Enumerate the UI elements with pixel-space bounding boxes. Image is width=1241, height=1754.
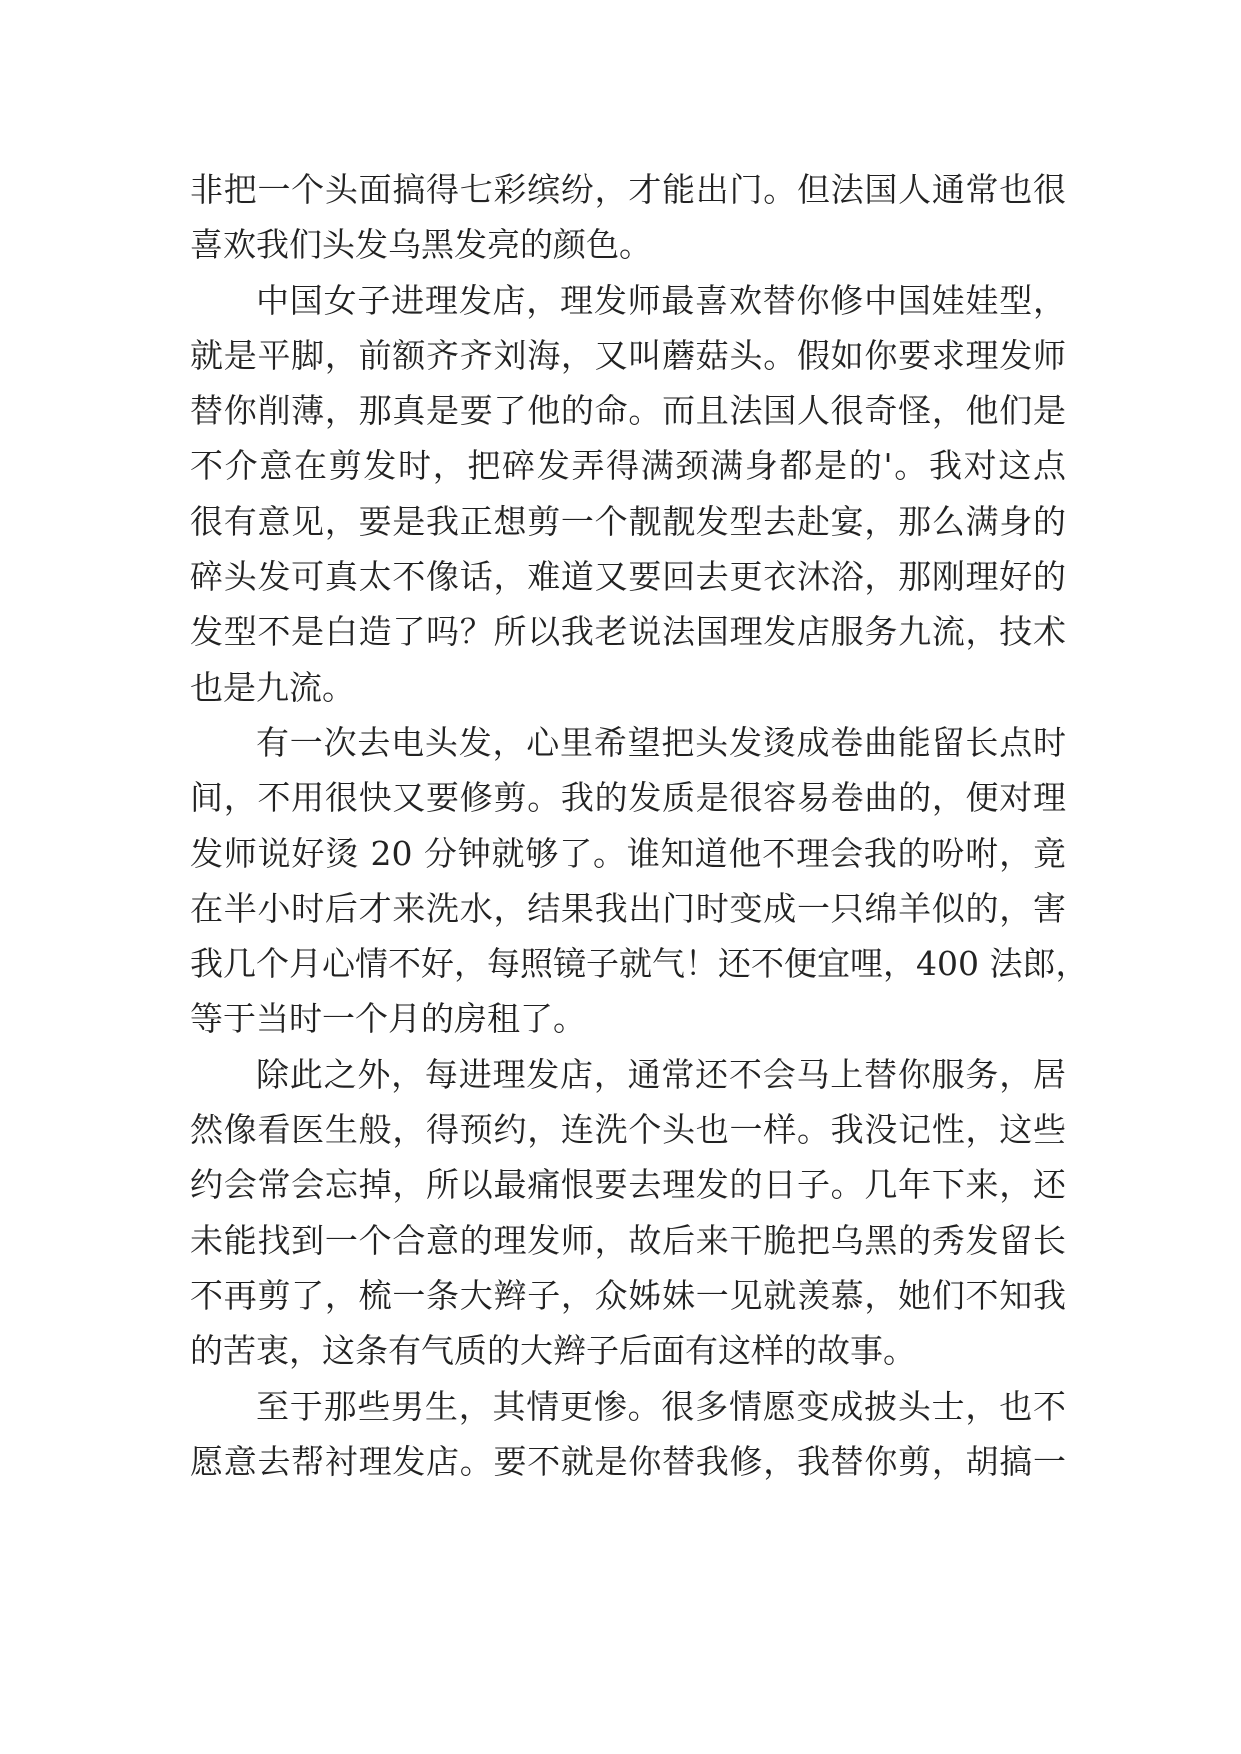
paragraph [190, 715, 1089, 1047]
text-line: 我几个月心情不好，每照镜子就气！还不便宜哩，400 法郎， [190, 944, 1089, 984]
text-line: 很有意见，要是我正想剪一个靓靓发型去赴宴，那么满身的 [190, 501, 1066, 541]
text-line: 喜欢我们头发乌黑发亮的颜色。 [190, 225, 652, 265]
text-line: 就是平脚，前额齐齐刘海，又叫蘑菇头。假如你要求理发师 [190, 335, 1066, 375]
text-line: 也是九流。 [190, 667, 355, 707]
text-line: 的苦衷，这条有气质的大辫子后面有这样的故事。 [190, 1331, 916, 1371]
text-line: 中国女子进理发店，理发师最喜欢替你修中国娃娃型， [256, 280, 1066, 320]
text-line: 至于那些男生，其情更惨。很多情愿变成披头士，也不 [256, 1386, 1066, 1426]
text-line: 在半小时后才来洗水，结果我出门时变成一只绵羊似的，害 [190, 888, 1066, 928]
text-line: 非把一个头面搞得七彩缤纷，才能出门。但法国人通常也很 [190, 170, 1066, 209]
text-line: 替你削薄，那真是要了他的命。而且法国人很奇怪，他们是 [190, 391, 1066, 431]
paragraph [190, 162, 1066, 273]
text-line: 有一次去电头发，心里希望把头发烫成卷曲能留长点时 [256, 722, 1066, 762]
paragraph [190, 1047, 1066, 1379]
paragraph [190, 273, 1066, 715]
text-line: 然像看医生般，得预约，连洗个头也一样。我没记性，这些 [190, 1110, 1066, 1150]
text-line: 碎头发可真太不像话，难道又要回去更衣沐浴，那刚理好的 [190, 557, 1066, 597]
text-line: 不介意在剪发时，把碎发弄得满颈满身都是的'。我对这点 [190, 446, 1066, 486]
text-line: 不再剪了，梳一条大辫子，众姊妹一见就羡慕，她们不知我 [190, 1275, 1066, 1315]
text-line: 间，不用很快又要修剪。我的发质是很容易卷曲的，便对理 [190, 778, 1066, 818]
text-line: 发型不是白造了吗？所以我老说法国理发店服务九流，技术 [190, 612, 1066, 652]
body-text [190, 162, 1089, 1489]
text-line: 愿意去帮衬理发店。要不就是你替我修，我替你剪，胡搞一 [190, 1441, 1066, 1481]
text-line: 约会常会忘掉，所以最痛恨要去理发的日子。几年下来，还 [190, 1165, 1066, 1205]
text-line: 发师说好烫 20 分钟就够了。谁知道他不理会我的吩咐，竟 [190, 833, 1066, 873]
text-line: 除此之外，每进理发店，通常还不会马上替你服务，居 [256, 1054, 1066, 1094]
text-line: 未能找到一个合意的理发师，故后来干脆把乌黑的秀发留长 [190, 1220, 1066, 1260]
text-line: 等于当时一个月的房租了。 [190, 999, 586, 1039]
paragraph [190, 1379, 1066, 1490]
